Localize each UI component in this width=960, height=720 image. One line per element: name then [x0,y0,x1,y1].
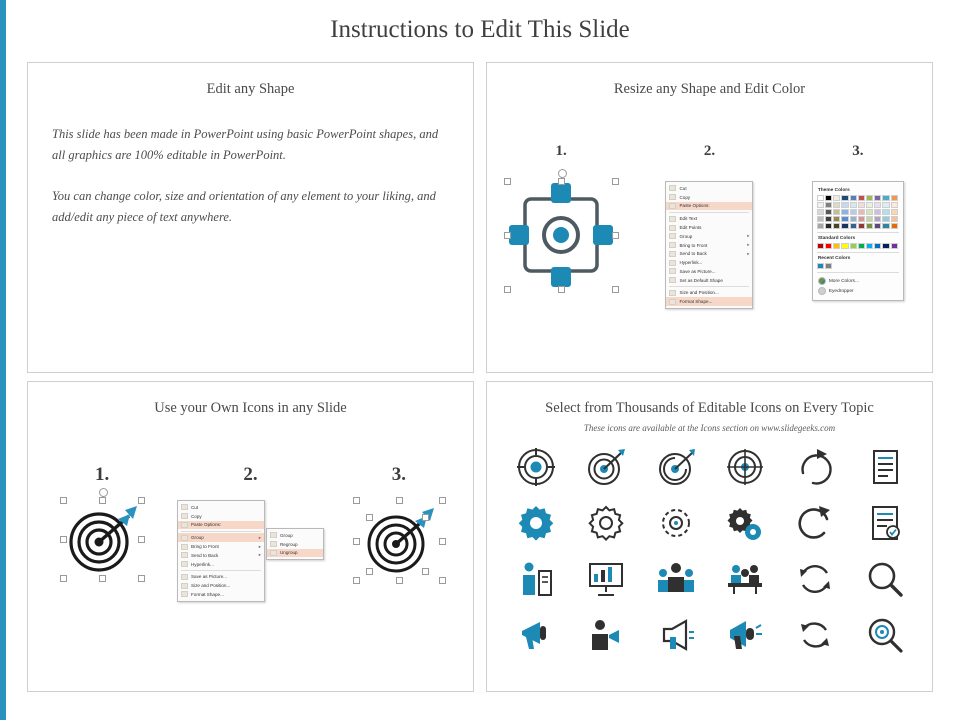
color-swatch[interactable] [833,223,840,229]
sub-shape-handle[interactable] [422,514,429,521]
chevron-right-icon: ▸ [258,543,261,549]
color-swatch[interactable] [866,243,873,249]
color-swatch[interactable] [841,195,848,201]
color-swatch[interactable] [833,216,840,222]
rotate-handle[interactable] [558,169,567,178]
resize-handle-e[interactable] [439,538,446,545]
group-icon [270,532,277,538]
panel-edit-shape-paragraph-2: You can change color, size and orientation of any element to your liking, and add/edit any piece of text anywhere. [52,189,436,224]
resize-handle-n[interactable] [558,178,565,185]
context-menu-item[interactable] [666,297,752,306]
announcement-icon [725,615,765,655]
context-menu-item[interactable] [178,560,264,569]
color-swatch[interactable] [891,195,898,201]
context-menu-item[interactable] [666,289,752,298]
group-submenu[interactable] [266,528,324,560]
color-swatch[interactable] [874,195,881,201]
context-menu-item-label: Send to Back [679,251,707,257]
color-swatch[interactable] [874,202,881,208]
color-swatch[interactable] [874,223,881,229]
refresh-clockwise-icon [795,447,835,487]
color-swatch[interactable] [850,195,857,201]
resize-handle-se[interactable] [138,575,145,582]
color-swatch[interactable] [874,243,881,249]
more-colors-label: More Colors... [828,278,859,284]
target-dartboard-icon [516,447,556,487]
context-menu-item[interactable] [178,590,264,599]
menu-divider [181,570,261,571]
more-colors-option[interactable] [817,276,899,286]
color-swatch[interactable] [858,195,865,201]
resize-handle-s[interactable] [99,575,106,582]
checklist-document-icon [865,503,905,543]
gear-filled-icon [516,503,556,543]
context-menu-item-label: Paste Options: [679,203,710,209]
context-menu-item[interactable] [666,202,752,211]
save-picture-icon [669,268,676,274]
context-menu-item-label: Hyperlink... [190,561,214,567]
resize-handle-w[interactable] [353,538,360,545]
scissors-icon [669,185,676,191]
eyedropper-label: Eyedropper [828,288,854,294]
resize-step-3: 3. [852,143,864,159]
chevron-right-icon: ▸ [747,250,750,256]
own-icons-thumbnails [28,500,473,602]
icon-cell[interactable] [501,442,571,492]
menu-divider [669,212,749,213]
color-swatch[interactable] [866,209,873,215]
panel-own-icons-heading: Use your Own Icons in any Slide [154,400,347,416]
context-menu-item-label: Cut [679,185,687,191]
context-menu-item[interactable] [666,241,752,250]
context-menu-item-label: Group [190,535,204,541]
resize-handle-n[interactable] [396,497,403,504]
panel-editable-icons-heading: Select from Thousands of Editable Icons on Every Topic [545,400,874,416]
color-swatch[interactable] [866,202,873,208]
color-swatch[interactable] [891,243,898,249]
icon-cell[interactable] [501,554,571,604]
resize-handle-s[interactable] [558,286,565,293]
color-swatch[interactable] [833,202,840,208]
color-swatch[interactable] [891,209,898,215]
icon-cell[interactable] [641,554,711,604]
size-position-icon [669,290,676,296]
color-swatch[interactable] [841,209,848,215]
ungroup-icon [270,550,277,556]
color-swatch[interactable] [825,243,832,249]
context-menu-item[interactable] [666,267,752,276]
icon-cell[interactable] [850,554,920,604]
scissors-icon [181,504,188,510]
theme-colors-row[interactable] [817,216,899,222]
color-swatch[interactable] [858,243,865,249]
color-swatch[interactable] [882,195,889,201]
context-menu-item-label: Save as Picture... [679,268,716,274]
submenu-item-group[interactable] [267,531,323,540]
context-menu-item-label: Set as Default Shape [679,277,723,283]
color-swatch[interactable] [825,195,832,201]
person-speaking-icon [586,615,626,655]
context-menu-item-label: Group [679,233,693,239]
color-swatch[interactable] [850,209,857,215]
submenu-item-label: Regroup [279,541,298,547]
color-swatch[interactable] [817,263,824,269]
menu-divider [181,531,261,532]
bring-front-icon [181,544,188,550]
context-menu-item-label: Size and Position... [679,290,719,296]
color-swatch[interactable] [841,243,848,249]
icon-cell[interactable] [641,610,711,660]
icon-library-grid [501,442,920,660]
crosshair-target-icon [725,447,765,487]
color-swatch[interactable] [866,223,873,229]
selected-icon-mock[interactable] [63,500,141,578]
context-menu-item[interactable] [666,249,752,258]
sub-shape-handle[interactable] [366,568,373,575]
chevron-right-icon: ▸ [258,534,261,540]
resize-step-1: 1. [555,143,567,159]
resize-handle-n[interactable] [99,497,106,504]
target-spiral-icon [656,447,696,487]
document-list-icon [865,447,905,487]
page-title: Instructions to Edit This Slide [330,16,630,43]
color-swatch[interactable] [850,216,857,222]
panel-edit-shape-paragraph-1: This slide has been made in PowerPoint using basic PowerPoint shapes, and all graphics are 100% editable in PowerPoint. [52,127,439,162]
color-swatch[interactable] [882,202,889,208]
context-menu-item-label: Bring to Front [190,544,219,550]
color-swatch[interactable] [825,223,832,229]
icon-cell[interactable] [780,554,850,604]
color-swatch[interactable] [841,223,848,229]
menu-divider [669,286,749,287]
context-menu-item-label: Size and Position... [190,583,231,589]
color-swatch[interactable] [858,216,865,222]
resize-handle-sw[interactable] [504,286,511,293]
context-menu-own-icons[interactable] [177,500,265,602]
hyperlink-icon [181,561,188,567]
resize-handle-sw[interactable] [60,575,67,582]
context-menu-item-label: Edit Text [679,216,698,222]
icon-cell[interactable] [571,554,641,604]
context-menu-item[interactable] [666,184,752,193]
color-swatch[interactable] [882,209,889,215]
own-icons-thumb-1 [28,500,176,578]
cycle-arrows-icon [795,615,835,655]
resize-handle-w[interactable] [60,536,67,543]
standard-colors-row[interactable] [817,243,899,249]
color-swatch[interactable] [817,209,824,215]
theme-colors-row[interactable] [817,223,899,229]
default-shape-icon [669,277,676,283]
context-menu-item[interactable] [666,223,752,232]
paste-icon [181,522,188,528]
icon-cell[interactable] [501,610,571,660]
bring-front-icon [669,242,676,248]
resize-handle-nw[interactable] [60,497,67,504]
save-picture-icon [181,574,188,580]
chevron-right-icon: ▸ [258,552,261,558]
panel-own-icons [27,381,474,692]
color-swatch[interactable] [817,216,824,222]
rotate-handle[interactable] [99,488,108,497]
icon-cell[interactable] [850,498,920,548]
regroup-icon [270,541,277,547]
own-icons-step-3: 3. [391,464,406,485]
send-back-icon [181,552,188,558]
icon-cell[interactable] [780,442,850,492]
submenu-item-label: Group [279,532,293,538]
context-menu-item-label: Format Shape... [190,591,224,597]
submenu-item-regroup[interactable] [267,540,323,549]
color-swatch[interactable] [825,209,832,215]
color-picker-panel[interactable] [812,181,904,301]
context-menu-item-label: Send to Back [190,552,219,558]
color-swatch[interactable] [874,216,881,222]
panel-resize-shape-heading: Resize any Shape and Edit Color [613,81,806,97]
context-menu-item[interactable] [178,581,264,590]
shape-graphic-icon [507,181,615,289]
icon-cell[interactable] [711,498,781,548]
recycle-arrows-icon [795,559,835,599]
megaphone-icon [516,615,556,655]
icon-cell[interactable] [571,498,641,548]
panel-resize-shape [486,62,933,373]
context-menu-item-label: Save as Picture... [190,574,227,580]
resize-handle-ne[interactable] [138,497,145,504]
context-menu-item[interactable] [666,258,752,267]
color-swatch[interactable] [858,209,865,215]
theme-colors-row[interactable] [817,195,899,201]
recent-colors-row[interactable] [817,263,899,269]
context-menu-item[interactable] [666,214,752,223]
panel-edit-shape [27,62,474,373]
gears-pair-icon [725,503,765,543]
submenu-item-ungroup[interactable] [267,549,323,558]
context-menu-item-label: Edit Points [679,225,702,231]
eyedropper-option[interactable] [817,286,899,296]
color-swatch[interactable] [891,202,898,208]
resize-handle-se[interactable] [439,577,446,584]
icon-cell[interactable] [641,442,711,492]
magnifier-icon [865,559,905,599]
resize-thumb-1 [487,181,635,289]
color-swatch[interactable] [833,195,840,201]
person-podium-icon [516,559,556,599]
menu-divider [817,232,899,233]
copy-icon [669,194,676,200]
icon-cell[interactable] [641,498,711,548]
edit-points-icon [669,225,676,231]
icon-cell[interactable] [711,442,781,492]
team-meeting-icon [725,559,765,599]
context-menu-item-label: Copy [679,194,691,200]
color-swatch[interactable] [825,202,832,208]
group-icon [669,233,676,239]
resize-handle-sw[interactable] [353,577,360,584]
icon-cell[interactable] [850,610,920,660]
bullhorn-icon [656,615,696,655]
icon-cell[interactable] [571,610,641,660]
own-icons-step-1: 1. [95,464,110,485]
context-menu-item-label: Paste Options: [190,522,222,528]
color-swatch[interactable] [882,243,889,249]
resize-handle-s[interactable] [396,577,403,584]
color-swatch[interactable] [817,202,824,208]
color-swatch[interactable] [825,216,832,222]
context-menu-item[interactable] [178,542,264,551]
icon-cell[interactable] [501,498,571,548]
context-menu-item-label: Bring to Front [679,242,708,248]
format-shape-icon [181,591,188,597]
context-menu-item-label: Copy [190,513,202,519]
context-menu-item-group[interactable] [178,533,264,542]
resize-thumb-2 [635,181,783,309]
color-swatch[interactable] [858,202,865,208]
theme-colors-label: Theme Colors [817,188,850,193]
palette-icon [818,277,826,285]
group-people-icon [656,559,696,599]
ungrouped-icon-mock[interactable] [356,500,442,580]
theme-colors-row[interactable] [817,202,899,208]
menu-divider [817,272,899,273]
color-swatch[interactable] [891,216,898,222]
chevron-right-icon: ▸ [747,242,750,248]
color-swatch[interactable] [882,223,889,229]
theme-colors-row[interactable] [817,209,899,215]
sub-shape-handle[interactable] [366,514,373,521]
context-menu-item[interactable] [666,276,752,285]
copy-icon [181,513,188,519]
panel-editable-icons [486,381,933,692]
own-icons-step-2: 2. [243,464,258,485]
resize-thumb-3 [784,181,932,301]
send-back-icon [669,251,676,257]
resize-handle-ne[interactable] [612,178,619,185]
own-icons-thumb-2 [176,500,324,602]
color-swatch[interactable] [841,202,848,208]
selected-shape-mock[interactable] [507,181,615,289]
sub-shape-handle[interactable] [422,568,429,575]
left-accent-bar [0,0,6,720]
color-swatch[interactable] [850,202,857,208]
color-swatch[interactable] [866,195,873,201]
resize-handle-w[interactable] [504,232,511,239]
recent-colors-label: Recent Colors [817,256,851,261]
color-swatch[interactable] [866,216,873,222]
color-swatch[interactable] [833,243,840,249]
color-swatch[interactable] [825,263,832,269]
icon-cell[interactable] [711,610,781,660]
context-menu-item-label: Cut [190,504,199,510]
context-menu-item[interactable] [666,193,752,202]
color-swatch[interactable] [850,243,857,249]
context-menu-item[interactable] [178,512,264,521]
resize-handle-se[interactable] [612,286,619,293]
format-shape-icon [669,299,676,305]
refresh-arrow-icon [795,503,835,543]
context-menu-item-label: Hyperlink... [679,260,703,266]
eyedropper-icon [818,287,826,295]
gear-outline-icon [586,503,626,543]
color-swatch[interactable] [891,223,898,229]
context-menu-item-label: Format Shape... [679,299,713,305]
resize-thumbnails [487,181,932,309]
resize-handle-nw[interactable] [353,497,360,504]
color-swatch[interactable] [817,223,824,229]
size-position-icon [181,583,188,589]
color-swatch[interactable] [817,243,824,249]
own-icons-thumb-3 [325,500,473,580]
color-swatch[interactable] [833,209,840,215]
color-swatch[interactable] [874,209,881,215]
paste-icon [669,203,676,209]
resize-handle-e[interactable] [138,536,145,543]
icon-cell[interactable] [780,498,850,548]
icon-cell[interactable] [571,442,641,492]
icon-cell[interactable] [780,610,850,660]
submenu-item-label: Ungroup [279,550,298,556]
context-menu-resize[interactable] [665,181,753,309]
panel-editable-icons-subheading: These icons are available at the Icons section on www.slidegeeks.com [583,423,836,433]
color-swatch[interactable] [850,223,857,229]
color-swatch[interactable] [882,216,889,222]
target-arrow-icon [586,447,626,487]
resize-step-numbers [487,143,932,160]
resize-handle-e[interactable] [612,232,619,239]
color-swatch[interactable] [858,223,865,229]
context-menu-item[interactable] [178,551,264,560]
resize-handle-nw[interactable] [504,178,511,185]
gear-dotted-icon [656,503,696,543]
icon-cell[interactable] [850,442,920,492]
hyperlink-icon [669,260,676,266]
color-swatch[interactable] [841,216,848,222]
context-menu-item[interactable] [178,521,264,530]
menu-divider [817,252,899,253]
edit-text-icon [669,216,676,222]
target-search-icon [865,615,905,655]
target-arrow-icon [63,500,141,578]
own-icons-step-numbers [28,464,473,486]
chevron-right-icon: ▸ [747,233,750,239]
panel-edit-shape-heading: Edit any Shape [206,81,295,97]
group-icon [181,535,188,541]
icon-cell[interactable] [711,554,781,604]
context-menu-item[interactable] [178,572,264,581]
resize-handle-ne[interactable] [439,497,446,504]
presentation-board-icon [586,559,626,599]
standard-colors-label: Standard Colors [817,236,856,241]
resize-step-2: 2. [703,143,716,159]
context-menu-item[interactable] [178,503,264,512]
color-swatch[interactable] [817,195,824,201]
context-menu-item[interactable] [666,232,752,241]
